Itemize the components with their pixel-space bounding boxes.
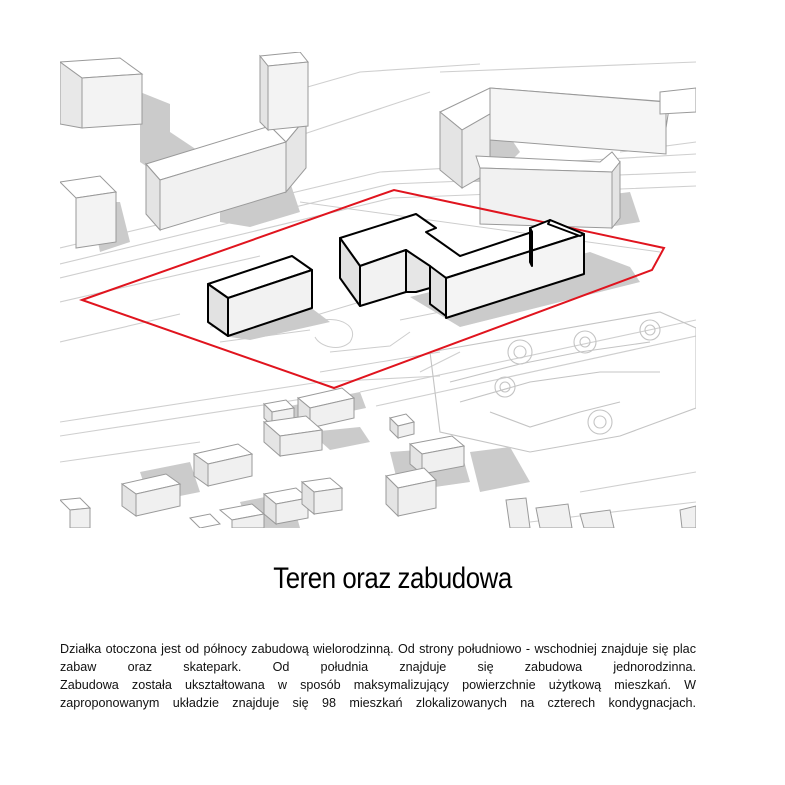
house	[60, 498, 90, 528]
house	[390, 414, 414, 438]
proposed-buildings	[208, 214, 584, 336]
house	[194, 444, 252, 486]
site-axonometric-diagram	[60, 52, 696, 528]
description-paragraph: Zabudowa została ukształtowana w sposób maksymalizujący powierzchnie użytkową mieszkań. W zaproponowanym układzie znajduje się 98 mieszkań zlokalizowanych na czterech kondygnacjach.	[60, 678, 696, 710]
house	[264, 488, 308, 524]
house	[506, 498, 696, 528]
house	[264, 416, 322, 456]
house	[302, 478, 342, 514]
description	[60, 640, 696, 712]
house	[122, 474, 180, 516]
page-title: Teren oraz zabudowa	[273, 562, 512, 595]
description-paragraph: Działka otoczona jest od północy zabudową wielorodzinną. Od strony południowo - wschodniej znajduje się plac zabaw oraz skatepark. Od południa znajduje się zabudowa jednorodzinna.	[60, 642, 696, 674]
house	[386, 468, 436, 516]
house	[190, 504, 264, 528]
playground-skatepark	[430, 312, 696, 452]
single-family-houses	[60, 388, 696, 528]
